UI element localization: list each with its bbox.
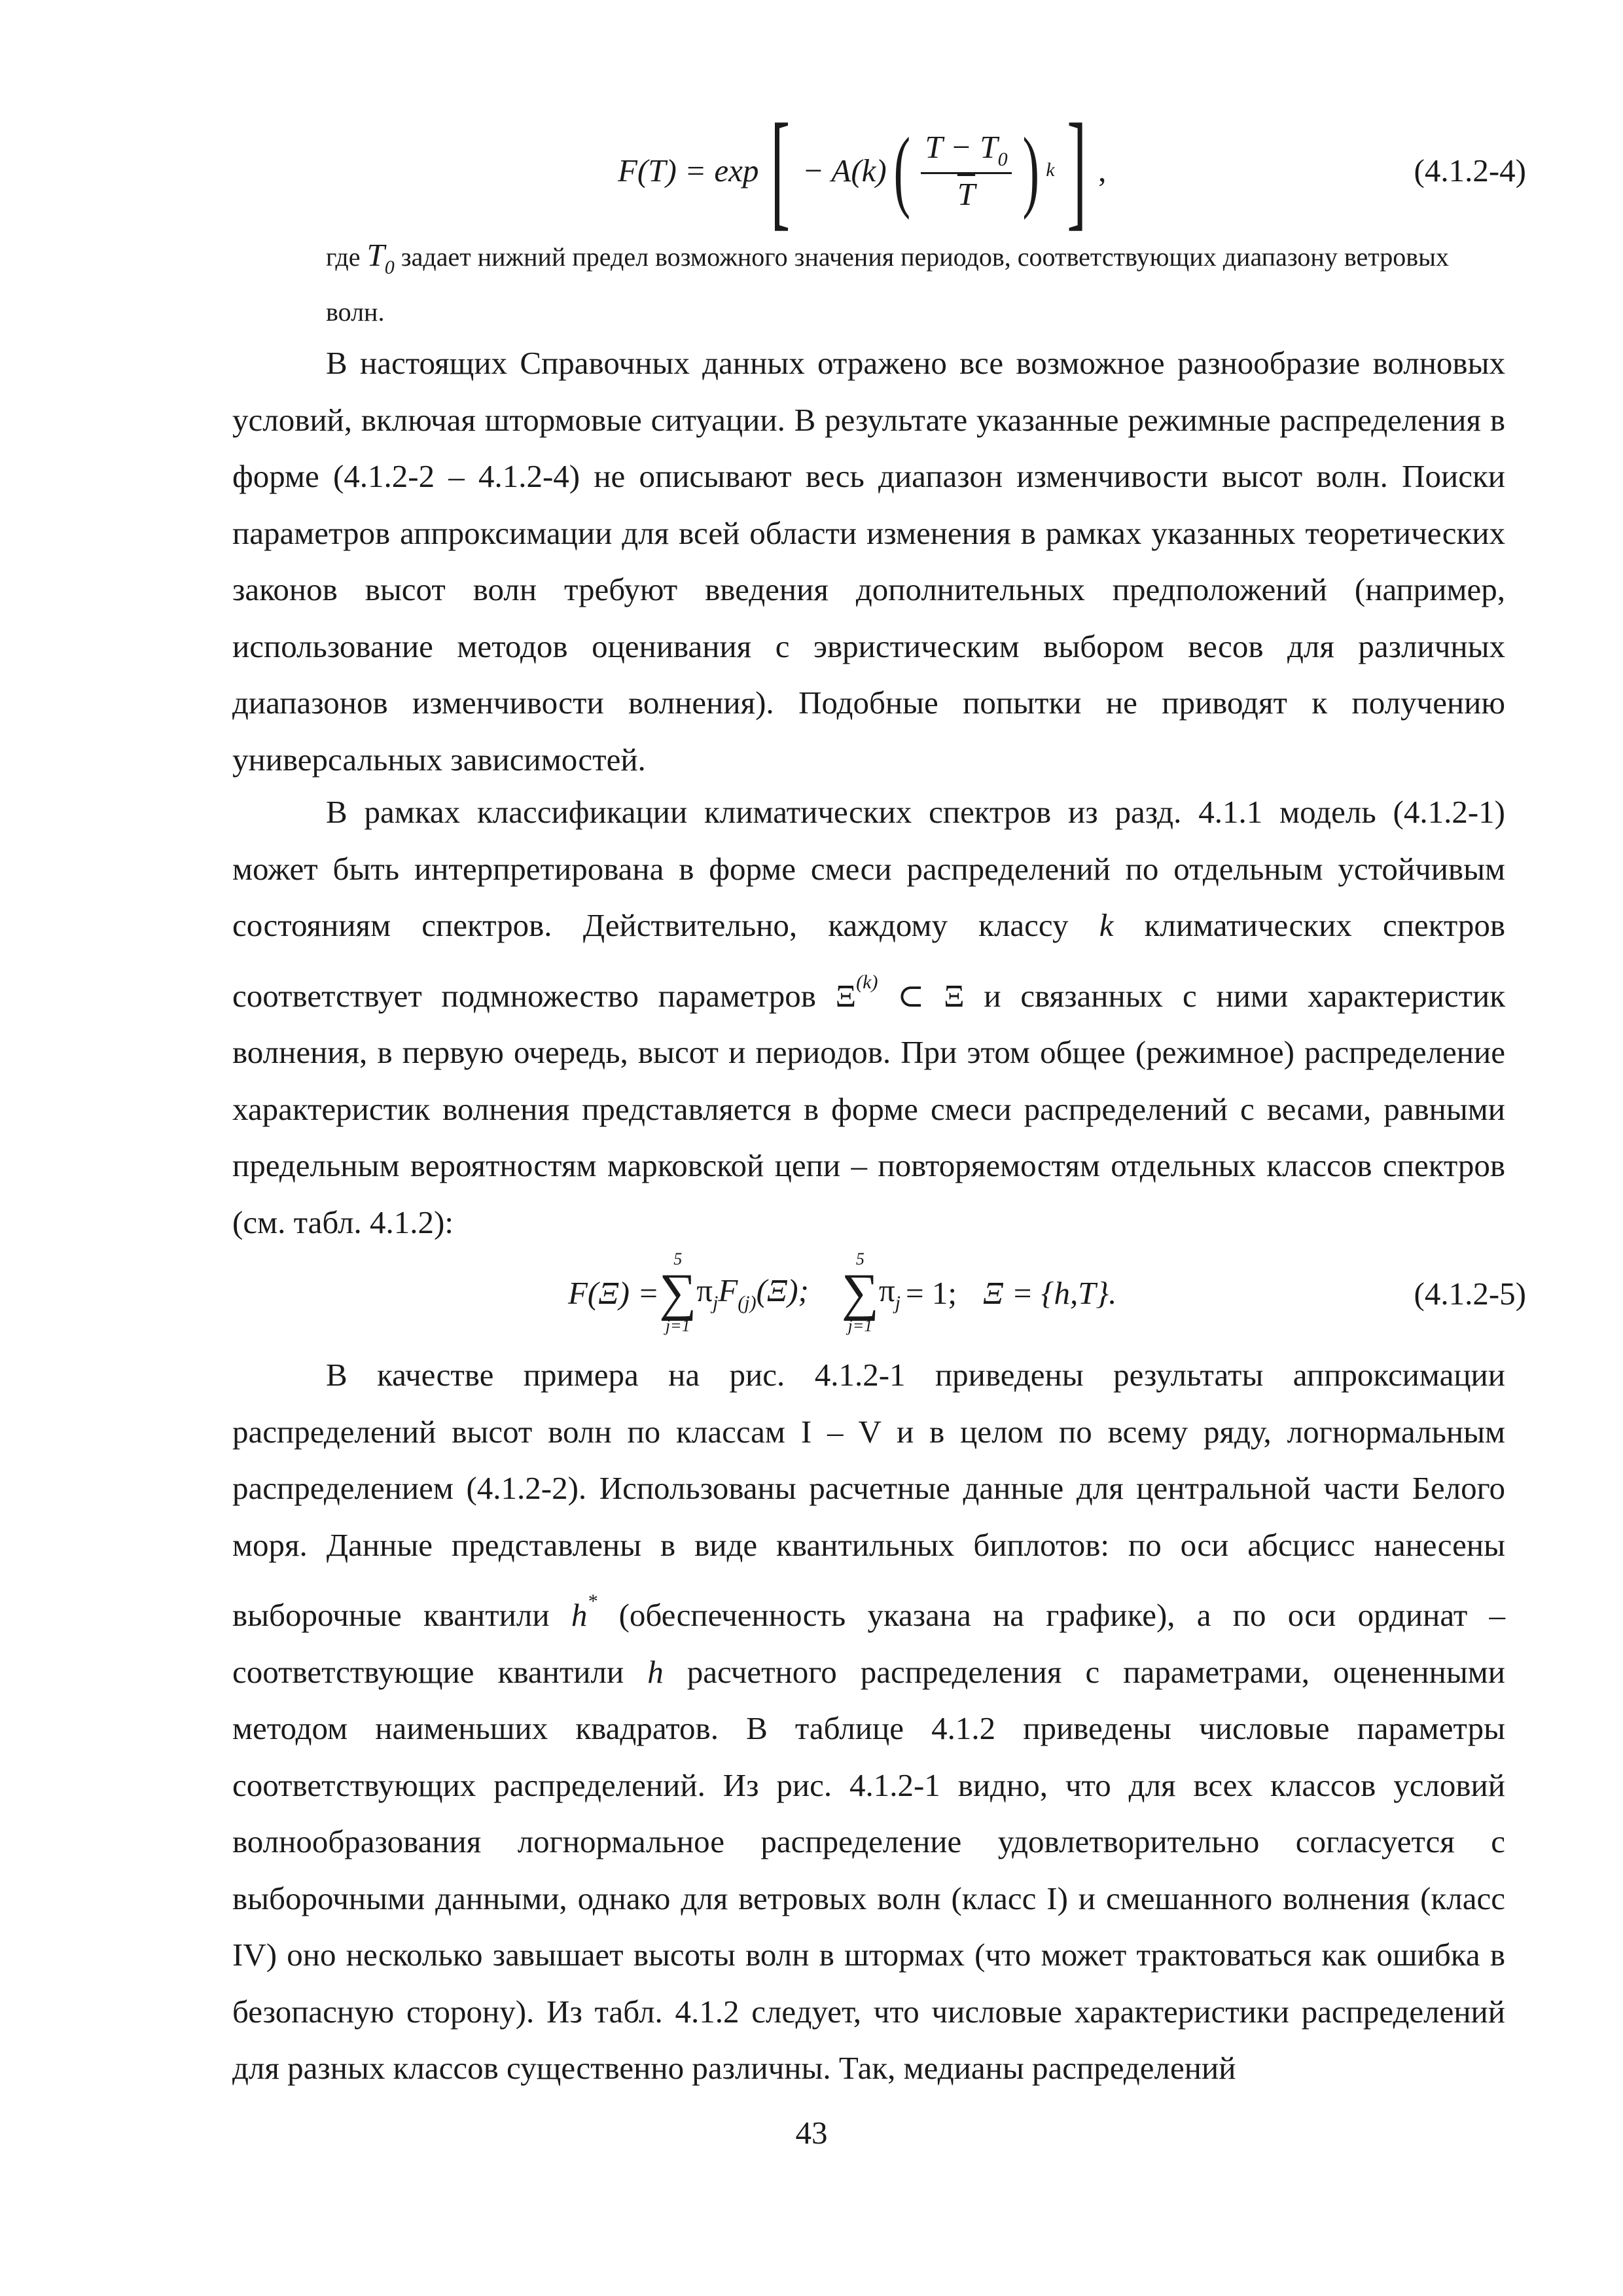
note-symbol: $T_0$ <box>366 237 395 278</box>
page-number: 43 <box>795 2115 828 2151</box>
eq4-fraction <box>921 128 1011 213</box>
eq5-weight-2: $\pi_j$ <box>878 1272 901 1314</box>
paragraph-1: В настоящих Справочных данных отражено все возможное разнообразие волновых условий, включая штормовые ситуации. В результате указанные режимные распределения в форме (4.1.2-2 – 4.1.2-4) не описывают весь диапазон изменчивости высот волн. Поиски параметров аппроксимации для всей области изменения в рамках указанных теоретических законов высот волн требуют введения дополнительных предположений (например, использование методов оценивания с эвристическим выбором весов для различных диапазонов изменчивости волнения). Подобные попытки не приводят к получению универсальных зависимостей. <box>232 345 1505 778</box>
equation-4-1-2-5 <box>0 1244 1623 1342</box>
eq5-number: (4.1.2-5) <box>1414 1276 1526 1312</box>
note-prefix: где <box>326 242 361 272</box>
eq5-xi-def: Ξ = {h,T}. <box>983 1274 1117 1311</box>
eq5-sum-equals: = 1; <box>906 1274 957 1311</box>
eq5-sum-2: 5 ∑ j=1 <box>841 1249 879 1335</box>
p2-text-b: климатических спектров соответствует подмножество параметров <box>232 907 1505 1014</box>
p3-text-b: (обеспеченность указана на графике), а по оси ординат – соответствующие квантили <box>232 1597 1506 1690</box>
eq5-sum-1: 5 ∑ j=1 <box>659 1249 697 1335</box>
p3-symbol-h-star: h* <box>571 1590 597 1633</box>
eq4-numerator: $T - T_0$ <box>921 128 1011 174</box>
p3-symbol-h: h <box>647 1653 664 1690</box>
eq4-coefficient: − A(k) <box>802 152 887 188</box>
p2-text-c: и связанных с ними характеристик волнения, в первую очередь, высот и периодов. При этом общее (режимное) распределение характеристик волнения представляется в форме смеси распределений с весами, равными предельным вероятностям марковской цепи – повторяемостям отдельных классов спектров (см. табл. 4.1.2): <box>232 977 1506 1240</box>
eq4-power: k <box>1046 159 1055 181</box>
note-text: задает нижний предел возможного значения периодов, соответствующих диапазону ветровых волн. <box>326 242 1449 327</box>
p3-text-a: В качестве примера на рис. 4.1.2-1 приведены результаты аппроксимации распределений высот волн по классам I – V и в целом по всему ряду, логнормальным распределением (4.1.2-2). Использованы расчетные данные для центральной части Белого моря. Данные представлены в виде квантильных биплотов: по оси абсцисс нанесены выборочные квантили <box>232 1357 1505 1633</box>
equation-note <box>326 233 1504 334</box>
eq4-lhs: F(T) = exp <box>618 152 759 188</box>
eq4-number: (4.1.2-4) <box>1414 152 1526 188</box>
paragraph-3 <box>232 1347 1505 2097</box>
eq4-denominator: T <box>957 175 976 212</box>
eq4-left-bracket: [ <box>770 98 791 242</box>
equation-4-1-2-4 <box>0 98 1623 242</box>
p3-text-c: расчетного распределения с параметрами, оцененными методом наименьших квадратов. В таблице 4.1.2 приведены числовые параметры соответствующих распределений. Из рис. 4.1.2-1 видно, что для всех классов условий волнообразования логнормальное распределение удовлетворительно согласуется с выборочными данными, однако для ветровых волн (класс I) и смешанного волнения (класс IV) оно несколько завышает высоты волн в штормах (что может трактоваться как ошибка в безопасную сторону). Из табл. 4.1.2 следует, что числовые характеристики распределений для разных классов существенно различны. Так, медианы распределений <box>232 1653 1506 2086</box>
eq4-left-paren: ( <box>893 119 910 221</box>
eq5-lhs: F(Ξ) = <box>568 1274 660 1311</box>
p2-text-a: В рамках классификации климатических спектров из разд. 4.1.1 модель (4.1.2-1) может быть интерпретирована в форме смеси распределений по отдельным устойчивым состояниям спектров. Действительно, каждому классу <box>232 794 1505 943</box>
eq5-weight: $\pi_j$ <box>696 1272 719 1314</box>
eq5-component: $F_{(j)}(\Xi)$; <box>718 1272 809 1314</box>
eq4-tail: , <box>1098 152 1107 188</box>
paragraph-2 <box>232 784 1505 1251</box>
eq4-right-paren: ) <box>1022 119 1039 221</box>
p2-symbol-k: k <box>1099 907 1114 943</box>
p2-symbol-xi: $\Xi^{(k)}$ ⊂ Ξ <box>835 971 965 1014</box>
eq4-right-bracket: ] <box>1066 98 1086 242</box>
